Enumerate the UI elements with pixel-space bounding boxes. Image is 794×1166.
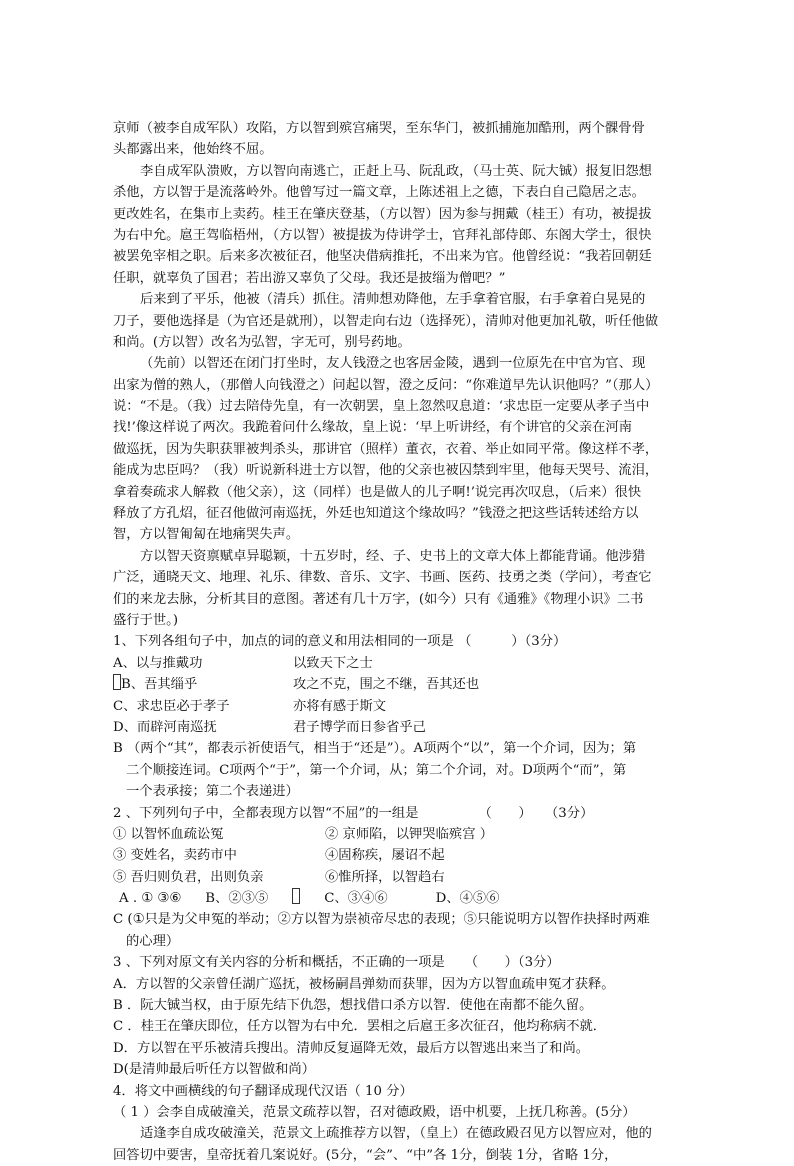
q2-choice-a: A . ① ③⑥ — [119, 891, 182, 907]
passage-line: 智，方以智匍匐在地痛哭失声。 — [113, 527, 300, 543]
passage-line: 们的来龙去脉，分析其目的意图。著述有几十万字，(如今）只有《通雅》《物理小识》二书 — [113, 591, 644, 607]
passage-line: （先前）以智还在闭门打坐时，友人钱澄之也客居金陵，遇到一位原先在中官为官、现 — [140, 356, 646, 372]
passage-line: 拿着奏疏求人解救（他父亲），这（同样）也是做人的儿子啊!’说完再次叹息，（后来）很快 — [113, 484, 642, 500]
question-4 — [113, 1081, 685, 1166]
q1-option-b: B、吾其缁乎 攻之不克，围之不继，吾其还也 — [113, 674, 685, 695]
q1-option-d: D、而辟河南巡抚 君子博学而日参省乎己 — [113, 719, 426, 735]
q1-stem: 1、下列各组句子中，加点的词的意义和用法相同的一项是 （ ）（3分） — [113, 634, 567, 650]
passage-line: 释放了方孔炤，征召他做河南巡抚，外廷也知道这个缘故吗？”钱澄之把这些话转述给方以 — [113, 506, 639, 522]
q4-answer-line: 回答切中要害，皇帝抚着几案说好。(5分，“会”、“中”各 1分，倒装 1分，省略 1分， — [113, 1147, 618, 1163]
q2-stem: 2 、下列列句子中，全都表现方以智“不屈”的一组是 （ ） （3分） — [113, 805, 594, 821]
q2-answer-line: 的心理） — [126, 933, 180, 949]
q3-answer: D(是清帅最后听任方以智做和尚） — [113, 1062, 316, 1078]
q1-option-b-left: B、吾其缁乎 — [121, 677, 198, 693]
passage-line: 李自成军队溃败，方以智向南逃亡，正赶上马、阮乱政，（马士英、阮大铖）报复旧怨想 — [140, 163, 652, 179]
passage-line: 京师（被李自成军队）攻陷，方以智到殡宫痛哭，至东华门，被抓捕施加酷刑，两个髁骨骨 — [113, 121, 645, 136]
passage-line: 方以智天资禀赋卓异聪颖，十五岁时，经、子、史书上的文章大体上都能背诵。他涉猎 — [140, 548, 646, 564]
passage-line: 杀他，方以智于是流落岭外。他曾写过一篇文章，上陈述祖上之德，下表白自己隐居之志。 — [113, 185, 645, 201]
passage — [113, 118, 685, 631]
q3-stem: 3 、下列对原文有关内容的分析和概括，不正确的一项是 （ ）（3分） — [113, 955, 560, 971]
passage-line: 广泛，通晓天文、地理、礼乐、律数、音乐、文字、书画、医药、技勇之类（学问），考查它 — [113, 570, 652, 586]
passage-line: 找!’像这样说了两次。我跪着问什么缘故，皇上说：‘早上听讲经，有个讲官的父亲在河南 — [113, 420, 633, 436]
q4-sub1: （ 1 ）会李自成破潼关，范景文疏荐以智，召对德政殿，语中机要，上抚几称善。(5分） — [113, 1104, 636, 1120]
passage-line: 说：“不是。（我）过去陪侍先皇，有一次朝罢，皇上忽然叹息道：‘求忠臣一定要从孝子当中 — [113, 399, 650, 415]
passage-line: 盛行于世。) — [113, 612, 179, 628]
passage-line: 被罢免宰相之职。后来多次被征召，他坚决借病推托，不出来为官。他曾经说：“我若回朝廷 — [113, 249, 652, 265]
q3-option-a: A．方以智的父亲曾任湖广巡抚，被杨嗣昌弹劾而获罪，因为方以智血疏申冤才获释。 — [113, 976, 615, 992]
q3-option-d: D．方以智在平乐被清兵搜出。清帅反复逼降无效，最后方以智逃出来当了和尚。 — [113, 1040, 590, 1056]
q2-item-row: ③ 变姓名，卖药市中 ④固称疾，屡诏不起 — [113, 848, 445, 864]
q1-answer-line: 一个表承接；第二个表递进） — [126, 784, 299, 800]
answer-mark-box — [113, 674, 121, 690]
q2-answer-line: C (①只是为父申冤的举动；②方以智为崇祯帝尽忠的表现；⑤只能说明方以智作抉择时两难 — [113, 912, 650, 928]
passage-line: 刀子，要他选择是（为官还是就刑），以智走向右边（选择死），清帅对他更加礼敬，听任他做 — [113, 313, 659, 329]
q1-answer-line: B （两个“其”，都表示祈使语气，相当于“还是”）。A项两个“以”，第一个介词，因为；第 — [113, 741, 637, 757]
q3-option-b: B ．阮大铖当权，由于原先结下仇怨，想找借口杀方以智．使他在南都不能久留。 — [113, 998, 593, 1014]
passage-line: 后来到了平乐，他被（清兵）抓住。清帅想劝降他，左手拿着官服，右手拿着白晃晃的 — [140, 292, 646, 308]
q1-answer-line: 二个顺接连词。C项两个“于”，第一个介词，从；第二个介词，对。D项两个“而”，第 — [126, 762, 627, 778]
passage-line: 能成为忠臣吗？（我）听说新科进士方以智，他的父亲也被囚禁到牢里，他每天哭号、流泪， — [113, 463, 659, 479]
q2-choice-c: C、③④⑥ — [292, 888, 411, 909]
answer-mark-box — [292, 888, 300, 904]
passage-line: 出家为僧的熟人，（那僧人向钱澄之）问起以智，澄之反问：“你难道早先认识他吗？”（那人） — [113, 377, 659, 393]
q1-option-c: C、求忠臣必于孝子 亦将有感于斯文 — [113, 698, 387, 714]
question-3 — [113, 952, 685, 1080]
passage-line: 做巡抚，因为失职获罪被判杀头，那讲官（照样）董衣，衣着、举止如同平常。像这样不孝， — [113, 441, 659, 457]
q2-choice-d: D、④⑤⑥ — [435, 891, 500, 907]
passage-line: 任职，就辜负了国君；若出游又辜负了父母。我还是披缁为僧吧？” — [113, 270, 506, 286]
q2-item-row: ⑤ 吾归则负君，出则负亲 ⑥惟所择，以智趋右 — [113, 869, 445, 885]
q4-answer-line: 适逢李自成攻破潼关，范景文上疏推荐方以智，（皇上）在德政殿召见方以智应对，他的 — [140, 1126, 652, 1142]
q3-option-c: C ．桂王在肇庆即位，任方以智为右中允．罢相之后扈王多次征召，他均称病不就． — [113, 1019, 607, 1035]
q2-choices — [113, 888, 685, 909]
passage-line: 为右中允。扈王驾临梧州，（方以智）被提拔为侍讲学士，官拜礼部侍郎、东阁大学士，很快 — [113, 227, 652, 243]
q2-item-row: ① 以智怀血疏讼冤 ② 京师陷，以钾哭临殡宫 ） — [113, 826, 494, 842]
question-1 — [113, 631, 685, 802]
passage-line: 头都露出来，他始终不屈。 — [113, 142, 273, 158]
document-page — [113, 118, 685, 1166]
question-2 — [113, 803, 685, 953]
q2-choice-b: B、②③⑤ — [205, 891, 269, 907]
passage-line: 和尚。(方以智）改名为弘智，字无可，别号药地。 — [113, 334, 411, 350]
q4-stem: 4．将文中画横线的句子翻译成现代汉语（ 10 分） — [113, 1083, 413, 1099]
passage-line: 更改姓名，在集市上卖药。桂王在肇庆登基，（方以智）因为参与拥戴（桂王）有功，被提拔 — [113, 206, 652, 222]
q1-option-a: A、以与推戴功 以致天下之士 — [113, 655, 373, 671]
